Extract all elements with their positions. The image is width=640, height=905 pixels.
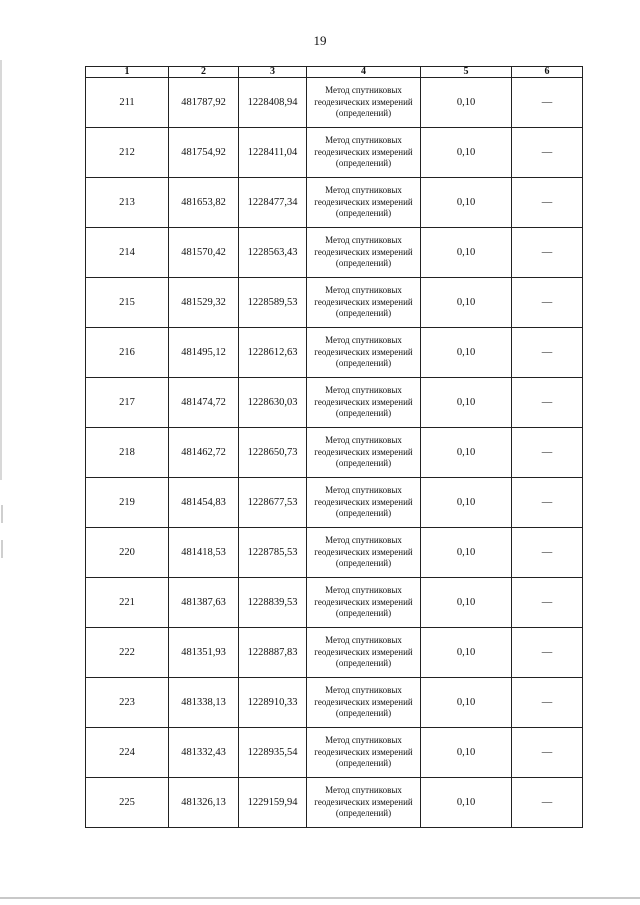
scan-bottom-edge — [0, 897, 640, 899]
point-number-cell: 222 — [86, 628, 169, 678]
y-coordinate-cell: 1228650,73 — [239, 428, 307, 478]
x-coordinate-cell: 481351,93 — [169, 628, 239, 678]
accuracy-cell: 0,10 — [421, 478, 512, 528]
accuracy-cell: 0,10 — [421, 228, 512, 278]
point-number-cell: 224 — [86, 728, 169, 778]
accuracy-cell: 0,10 — [421, 628, 512, 678]
y-coordinate-cell: 1228408,94 — [239, 78, 307, 128]
y-coordinate-cell: 1228630,03 — [239, 378, 307, 428]
method-cell: Метод спутниковых геодезических измерений (определений) — [307, 78, 421, 128]
page-number: 19 — [313, 33, 327, 48]
note-cell: — — [512, 378, 583, 428]
point-number-cell: 211 — [86, 78, 169, 128]
table-row — [86, 778, 583, 828]
x-coordinate-cell: 481653,82 — [169, 178, 239, 228]
y-coordinate-cell: 1228411,04 — [239, 128, 307, 178]
y-coordinate-cell: 1228563,43 — [239, 228, 307, 278]
x-coordinate-cell: 481326,13 — [169, 778, 239, 828]
x-coordinate-cell: 481338,13 — [169, 678, 239, 728]
table-row — [86, 378, 583, 428]
table-row — [86, 728, 583, 778]
accuracy-cell: 0,10 — [421, 428, 512, 478]
note-cell: — — [512, 278, 583, 328]
scan-edge-mark — [1, 505, 3, 523]
table-row — [86, 78, 583, 128]
method-cell: Метод спутниковых геодезических измерений (определений) — [307, 678, 421, 728]
x-coordinate-cell: 481474,72 — [169, 378, 239, 428]
accuracy-cell: 0,10 — [421, 178, 512, 228]
method-cell: Метод спутниковых геодезических измерений (определений) — [307, 578, 421, 628]
method-cell: Метод спутниковых геодезических измерений (определений) — [307, 428, 421, 478]
method-cell: Метод спутниковых геодезических измерений (определений) — [307, 228, 421, 278]
table-row — [86, 478, 583, 528]
point-number-cell: 215 — [86, 278, 169, 328]
note-cell: — — [512, 778, 583, 828]
method-cell: Метод спутниковых геодезических измерений (определений) — [307, 478, 421, 528]
note-cell: — — [512, 728, 583, 778]
column-header: 1 — [86, 67, 169, 78]
y-coordinate-cell: 1228677,53 — [239, 478, 307, 528]
x-coordinate-cell: 481754,92 — [169, 128, 239, 178]
y-coordinate-cell: 1228477,34 — [239, 178, 307, 228]
x-coordinate-cell: 481418,53 — [169, 528, 239, 578]
table-row — [86, 228, 583, 278]
scan-edge-mark — [1, 540, 3, 558]
note-cell: — — [512, 428, 583, 478]
table-row — [86, 178, 583, 228]
accuracy-cell: 0,10 — [421, 78, 512, 128]
x-coordinate-cell: 481462,72 — [169, 428, 239, 478]
x-coordinate-cell: 481387,63 — [169, 578, 239, 628]
point-number-cell: 218 — [86, 428, 169, 478]
method-cell: Метод спутниковых геодезических измерений (определений) — [307, 778, 421, 828]
coordinates-table — [85, 66, 583, 828]
x-coordinate-cell: 481495,12 — [169, 328, 239, 378]
accuracy-cell: 0,10 — [421, 578, 512, 628]
table-row — [86, 328, 583, 378]
note-cell: — — [512, 478, 583, 528]
table-header-row — [86, 67, 583, 78]
method-cell: Метод спутниковых геодезических измерений (определений) — [307, 128, 421, 178]
accuracy-cell: 0,10 — [421, 678, 512, 728]
point-number-cell: 221 — [86, 578, 169, 628]
point-number-cell: 217 — [86, 378, 169, 428]
note-cell: — — [512, 178, 583, 228]
method-cell: Метод спутниковых геодезических измерений (определений) — [307, 178, 421, 228]
accuracy-cell: 0,10 — [421, 728, 512, 778]
note-cell: — — [512, 128, 583, 178]
note-cell: — — [512, 628, 583, 678]
point-number-cell: 223 — [86, 678, 169, 728]
column-header: 2 — [169, 67, 239, 78]
point-number-cell: 213 — [86, 178, 169, 228]
point-number-cell: 219 — [86, 478, 169, 528]
x-coordinate-cell: 481570,42 — [169, 228, 239, 278]
y-coordinate-cell: 1228785,53 — [239, 528, 307, 578]
point-number-cell: 212 — [86, 128, 169, 178]
table-row — [86, 628, 583, 678]
note-cell: — — [512, 578, 583, 628]
accuracy-cell: 0,10 — [421, 328, 512, 378]
y-coordinate-cell: 1228935,54 — [239, 728, 307, 778]
note-cell: — — [512, 228, 583, 278]
accuracy-cell: 0,10 — [421, 278, 512, 328]
method-cell: Метод спутниковых геодезических измерений (определений) — [307, 528, 421, 578]
note-cell: — — [512, 78, 583, 128]
column-header: 5 — [421, 67, 512, 78]
note-cell: — — [512, 678, 583, 728]
y-coordinate-cell: 1228612,63 — [239, 328, 307, 378]
point-number-cell: 220 — [86, 528, 169, 578]
y-coordinate-cell: 1228887,83 — [239, 628, 307, 678]
point-number-cell: 214 — [86, 228, 169, 278]
table-row — [86, 278, 583, 328]
method-cell: Метод спутниковых геодезических измерений (определений) — [307, 728, 421, 778]
table-row — [86, 678, 583, 728]
point-number-cell: 225 — [86, 778, 169, 828]
method-cell: Метод спутниковых геодезических измерений (определений) — [307, 378, 421, 428]
x-coordinate-cell: 481454,83 — [169, 478, 239, 528]
column-header: 3 — [239, 67, 307, 78]
table-row — [86, 578, 583, 628]
method-cell: Метод спутниковых геодезических измерений (определений) — [307, 278, 421, 328]
column-header: 6 — [512, 67, 583, 78]
note-cell: — — [512, 328, 583, 378]
table-row — [86, 528, 583, 578]
method-cell: Метод спутниковых геодезических измерений (определений) — [307, 628, 421, 678]
x-coordinate-cell: 481787,92 — [169, 78, 239, 128]
method-cell: Метод спутниковых геодезических измерений (определений) — [307, 328, 421, 378]
table-row — [86, 128, 583, 178]
note-cell: — — [512, 528, 583, 578]
y-coordinate-cell: 1228910,33 — [239, 678, 307, 728]
accuracy-cell: 0,10 — [421, 778, 512, 828]
x-coordinate-cell: 481529,32 — [169, 278, 239, 328]
table-row — [86, 428, 583, 478]
x-coordinate-cell: 481332,43 — [169, 728, 239, 778]
y-coordinate-cell: 1228839,53 — [239, 578, 307, 628]
point-number-cell: 216 — [86, 328, 169, 378]
y-coordinate-cell: 1228589,53 — [239, 278, 307, 328]
accuracy-cell: 0,10 — [421, 378, 512, 428]
scan-left-edge — [0, 60, 2, 480]
column-header: 4 — [307, 67, 421, 78]
y-coordinate-cell: 1229159,94 — [239, 778, 307, 828]
accuracy-cell: 0,10 — [421, 528, 512, 578]
accuracy-cell: 0,10 — [421, 128, 512, 178]
